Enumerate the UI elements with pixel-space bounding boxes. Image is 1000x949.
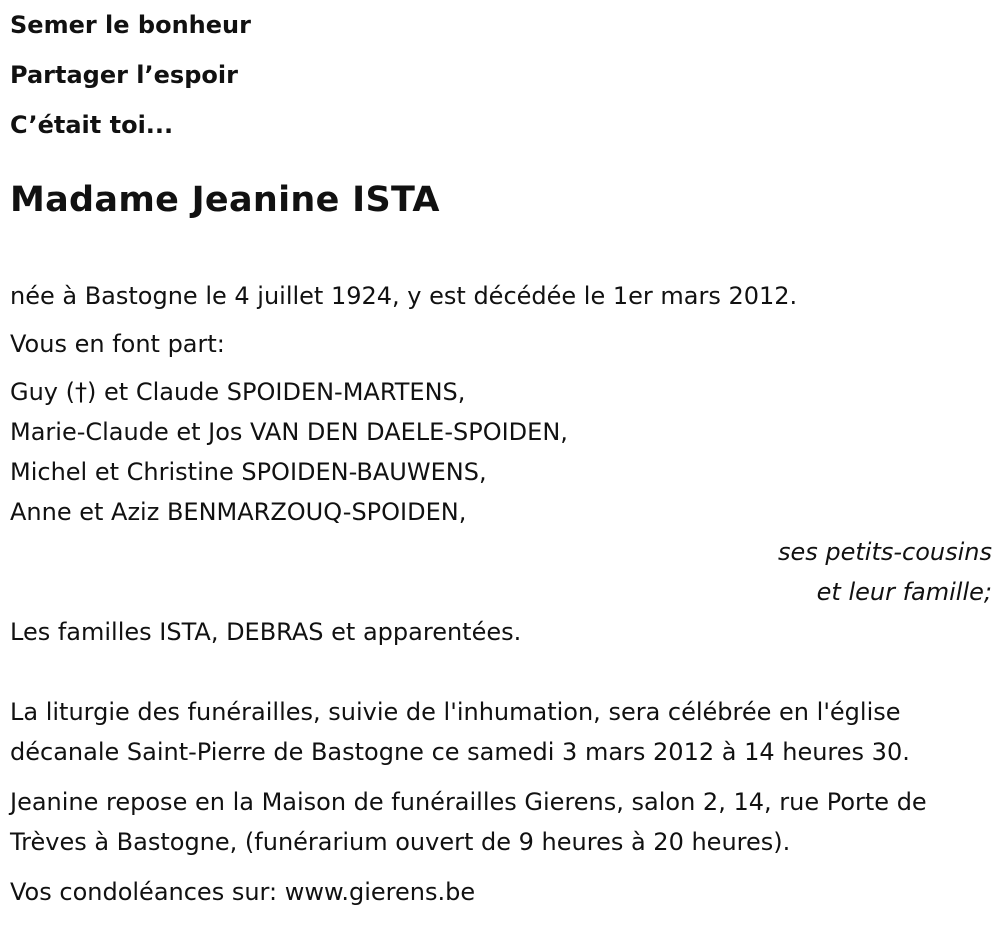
deceased-name: Madame Jeanine ISTA: [10, 180, 440, 220]
obituary-document: [10, 0, 992, 912]
announce-intro: Vous en font part:: [10, 330, 225, 358]
signature-line-2: et leur famille;: [816, 578, 992, 606]
family-list: [10, 372, 992, 532]
verse-line-1: Semer le bonheur: [10, 11, 251, 39]
repose-paragraph: Jeanine repose en la Maison de funérailles Gierens, salon 2, 14, rue Porte de Trèves à Bastogne, (funérarium ouvert de 9 heures à 20 heures).: [10, 788, 927, 856]
verse-line-2: Partager l’espoir: [10, 61, 238, 89]
family-line-1: [10, 372, 992, 412]
family-line-4: Anne et Aziz BENMARZOUQ-SPOIDEN,: [10, 498, 467, 526]
family-line-2: Marie-Claude et Jos VAN DEN DAELE-SPOIDEN,: [10, 418, 568, 446]
family-line-1-suffix: ) et Claude SPOIDEN-MARTENS,: [87, 378, 466, 406]
verse-line-3: C’était toi...: [10, 111, 174, 139]
family-line-3: Michel et Christine SPOIDEN-BAUWENS,: [10, 458, 487, 486]
cross-icon: †: [75, 378, 88, 406]
condolences-line: Vos condoléances sur: www.gierens.be: [10, 878, 476, 906]
other-families: Les familles ISTA, DEBRAS et apparentées.: [10, 618, 522, 646]
birth-death-line: née à Bastogne le 4 juillet 1924, y est décédée le 1er mars 2012.: [10, 282, 798, 310]
signature-line-1: ses petits-cousins: [777, 538, 992, 566]
liturgy-paragraph: La liturgie des funérailles, suivie de l'inhumation, sera célébrée en l'église décanale Saint-Pierre de Bastogne ce samedi 3 mars 2012 à 14 heures 30.: [10, 698, 910, 766]
family-line-1-prefix: Guy (: [10, 378, 76, 406]
